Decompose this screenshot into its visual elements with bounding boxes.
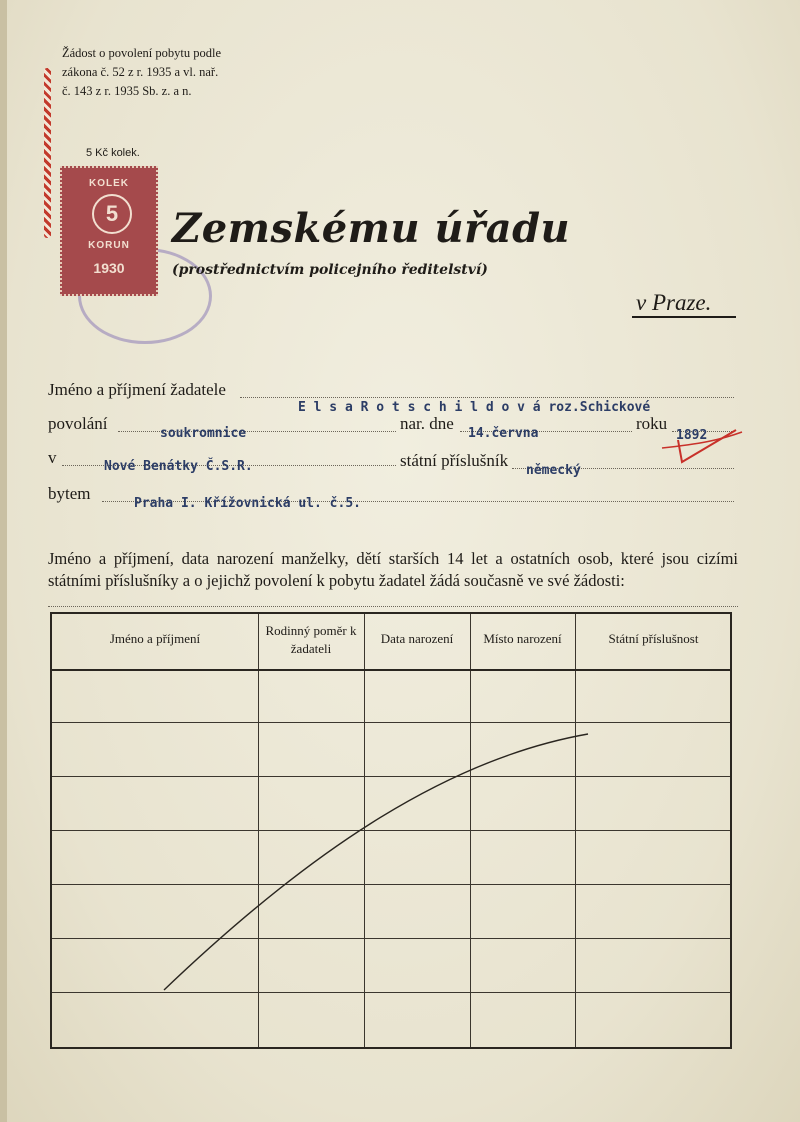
strike-through-line [164,734,588,990]
born-label: nar. dne [400,414,454,433]
col-header-citizenship: Státní příslušnost [608,631,699,646]
born-value: 14.června [468,426,539,441]
header-line-3: č. 143 z r. 1935 Sb. z. a n. [62,84,192,98]
stamp-label: 5 Kč kolek. [86,147,140,159]
header-line-2: zákona č. 52 z r. 1935 a vl. nař. [62,65,219,79]
citizenship-value: německý [526,463,581,478]
birthplace-value: Nové Benátky Č.S.R. [104,459,253,474]
page-subtitle: (prostřednictvím policejního ředitelství) [172,262,488,278]
citizenship-label: státní příslušník [400,451,509,470]
col-header-relation: Rodinný poměr k žadateli [265,623,357,656]
col-header-birthdate: Data narození [380,631,454,646]
header-line-1: Žádost o povolení pobytu podle [62,46,222,60]
stamp-bottom-text: KORUN [88,240,130,251]
occupation-label: povolání [48,414,108,433]
col-header-birthplace: Místo narození [483,631,562,646]
year-label: roku [636,414,668,433]
destination-city: v Praze. [636,290,712,315]
name-label: Jméno a příjmení žadatele [48,380,226,399]
name-value: E l s a R o t s c h i l d o v á roz.Schickové [298,400,651,415]
page-title: Zemskému úřadu [172,205,571,252]
col-header-name: Jméno a příjmení [109,631,201,646]
year-value: 1892 [676,428,708,443]
stamp-value: 5 [92,194,132,234]
instructions-text: Jméno a příjmení, data narození manželky, dětí starších 14 let a ostatních osob, které jsou cizími státními příslušníky a o jejichž povolení k pobytu žadatel žádá současně ve své žádosti: [48,549,738,590]
birthplace-label: v [48,448,57,467]
residence-value: Praha I. Křížovnická ul. č.5. [134,496,361,511]
stamp-top-text: KOLEK [89,178,129,189]
residence-label: bytem [48,484,91,503]
occupation-value: soukromnice [160,426,247,441]
stamp-year: 1930 [93,260,125,276]
